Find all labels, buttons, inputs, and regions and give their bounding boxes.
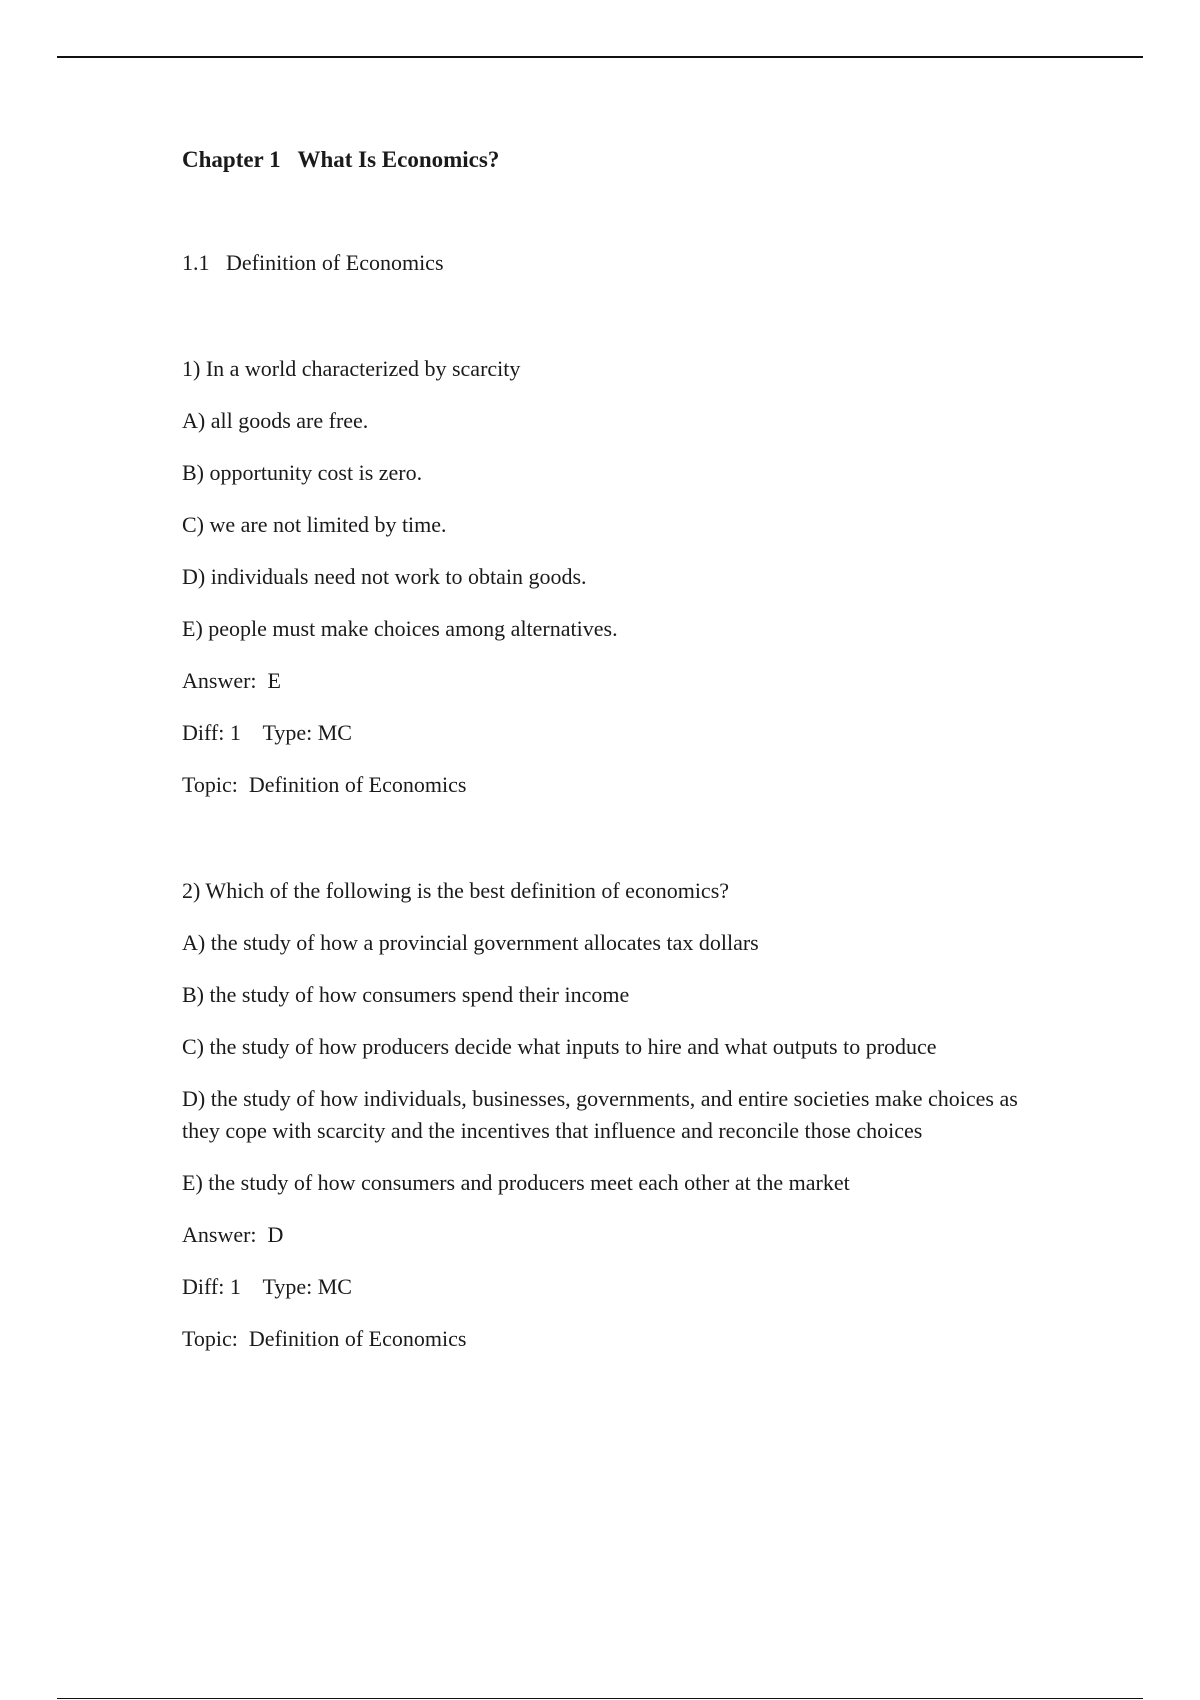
topic-line: Topic: Definition of Economics (182, 772, 467, 797)
answer-line: Answer: E (182, 668, 281, 693)
footer-rule (57, 1698, 1143, 1699)
option-a: A) the study of how a provincial government allocates tax dollars (182, 930, 759, 955)
question-2 (182, 875, 1042, 1355)
option-d: D) individuals need not work to obtain goods. (182, 564, 587, 589)
option-e: E) the study of how consumers and producers meet each other at the market (182, 1170, 850, 1195)
chapter-title: Chapter 1 What Is Economics? (182, 147, 500, 172)
page-content (182, 144, 1042, 1355)
option-a: A) all goods are free. (182, 408, 369, 433)
option-c: C) the study of how producers decide what inputs to hire and what outputs to produce (182, 1034, 937, 1059)
answer-line: Answer: D (182, 1222, 284, 1247)
question-1 (182, 353, 1042, 801)
question-stem: 1) In a world characterized by scarcity (182, 356, 521, 381)
header-rule (57, 56, 1143, 58)
option-c: C) we are not limited by time. (182, 512, 447, 537)
diff-type-line: Diff: 1 Type: MC (182, 1274, 352, 1299)
question-stem: 2) Which of the following is the best definition of economics? (182, 878, 730, 903)
option-b: B) opportunity cost is zero. (182, 460, 423, 485)
diff-type-line: Diff: 1 Type: MC (182, 720, 352, 745)
section-title: 1.1 Definition of Economics (182, 250, 444, 275)
option-e: E) people must make choices among alternatives. (182, 616, 618, 641)
option-d: D) the study of how individuals, businesses, governments, and entire societies make choices as they cope with scarcity and the incentives that influence and reconcile those choices (182, 1086, 1018, 1143)
topic-line: Topic: Definition of Economics (182, 1326, 467, 1351)
option-b: B) the study of how consumers spend their income (182, 982, 630, 1007)
